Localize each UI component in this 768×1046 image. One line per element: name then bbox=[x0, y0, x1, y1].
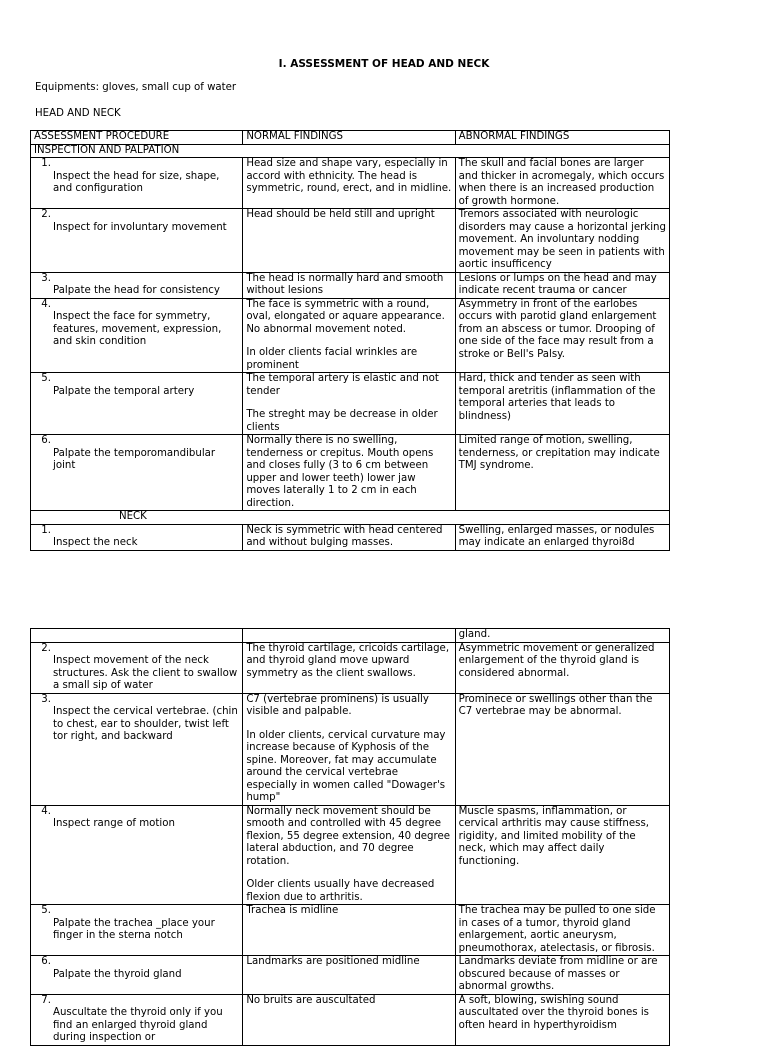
abnormal-cell: Muscle spasms, inflammation, or cervical arthritis may cause stiffness, rigidity, and limited mobility of the neck, which may affect daily functioning. bbox=[455, 805, 669, 905]
table-row bbox=[31, 158, 670, 209]
procedure-text: Palpate the trachea _place your finger in the sterna notch bbox=[53, 917, 215, 941]
normal-cell bbox=[243, 905, 455, 956]
abnormal-cell: Prominece or swellings other than the C7 vertebrae may be abnormal. bbox=[455, 693, 669, 805]
abnormal-cell: Tremors associated with neurologic disorders may cause a horizontal jerking movement. An involuntary nodding movement may be seen in patients with aortic insufficency bbox=[455, 209, 669, 273]
normal-text: No bruits are auscultated bbox=[246, 994, 376, 1006]
step-number: 1. bbox=[41, 524, 51, 536]
procedure-text: Inspect the head for size, shape, and configuration bbox=[53, 170, 220, 194]
procedure-text: Inspect the cervical vertebrae. (chin to chest, ear to shoulder, twist left tor right, and backward bbox=[53, 706, 238, 742]
procedure-text: Inspect movement of the neck structures. Ask the client to swallow a small sip of water bbox=[53, 655, 238, 691]
abnormal-cell: Limited range of motion, swelling, tenderness, or crepitation may indicate TMJ syndrome. bbox=[455, 435, 669, 511]
procedure-text: Auscultate the thyroid only if you find an enlarged thyroid gland during inspection or bbox=[53, 1007, 223, 1043]
procedure-cell bbox=[31, 956, 243, 995]
abnormal-cell: Asymmetric movement or generalized enlargement of the thyroid gland is considered abnormal. bbox=[455, 642, 669, 693]
procedure-cell bbox=[31, 298, 243, 373]
continuation-cell: gland. bbox=[455, 629, 669, 643]
procedure-cell bbox=[31, 158, 243, 209]
normal-cell bbox=[243, 805, 455, 905]
section-label: HEAD AND NECK bbox=[35, 108, 121, 119]
step-number: 2. bbox=[41, 209, 51, 220]
procedure-text: Inspect the face for symmetry, features, movement, expression, and skin condition bbox=[53, 311, 222, 347]
procedure-cell bbox=[31, 524, 243, 550]
procedure-cell bbox=[31, 272, 243, 298]
table-row bbox=[31, 905, 670, 956]
normal-text: Head size and shape vary, especially in accord with ethnicity. The head is symmetric, round, erect, and in midline. bbox=[246, 158, 452, 194]
normal-note: In older clients facial wrinkles are prominent bbox=[246, 347, 418, 371]
normal-cell bbox=[243, 209, 455, 273]
normal-text: The thyroid cartilage, cricoids cartilage, and thyroid gland move upward symmetry as the client swallows. bbox=[246, 642, 450, 679]
neck-rows bbox=[31, 642, 670, 1045]
subsection-label: INSPECTION AND PALPATION bbox=[31, 144, 670, 158]
table-row bbox=[31, 642, 670, 693]
normal-text: Trachea is midline bbox=[246, 905, 339, 916]
step-number: 7. bbox=[41, 994, 51, 1006]
procedure-text: Inspect range of motion bbox=[53, 818, 175, 829]
step-number: 4. bbox=[41, 298, 51, 310]
step-number: 3. bbox=[41, 272, 51, 284]
normal-cell bbox=[243, 693, 455, 805]
table-row bbox=[31, 524, 670, 550]
procedure-cell bbox=[31, 994, 243, 1045]
continuation-empty-2 bbox=[243, 629, 455, 643]
normal-text: Landmarks are positioned midline bbox=[246, 956, 420, 967]
normal-cell bbox=[243, 298, 455, 373]
table-row bbox=[31, 298, 670, 373]
procedure-cell bbox=[31, 435, 243, 511]
step-number: 5. bbox=[41, 373, 51, 384]
continuation-row bbox=[31, 629, 670, 643]
abnormal-cell: A soft, blowing, swishing sound auscultated over the thyroid bones is often heard in hyperthyroidism bbox=[455, 994, 669, 1045]
abnormal-cell: The skull and facial bones are larger and thicker in acromegaly, which occurs when there is an increased production of growth hormone. bbox=[455, 158, 669, 209]
procedure-cell bbox=[31, 905, 243, 956]
procedure-cell bbox=[31, 209, 243, 273]
normal-note: Older clients usually have decreased flexion due to arthritis. bbox=[246, 879, 435, 903]
table-row bbox=[31, 435, 670, 511]
normal-cell bbox=[243, 642, 455, 693]
normal-cell bbox=[243, 956, 455, 995]
step-number: 2. bbox=[41, 642, 51, 654]
assessment-table-neck bbox=[30, 628, 670, 1046]
table-row bbox=[31, 373, 670, 435]
normal-cell bbox=[243, 373, 455, 435]
step-number: 5. bbox=[41, 905, 51, 916]
abnormal-cell: The trachea may be pulled to one side in cases of a tumor, thyroid gland enlargement, aortic aneurysm, pneumothorax, atelectasis, or fibrosis. bbox=[455, 905, 669, 956]
procedure-cell bbox=[31, 642, 243, 693]
normal-text: The temporal artery is elastic and not tender bbox=[246, 373, 439, 397]
step-number: 1. bbox=[41, 158, 51, 169]
table-row bbox=[31, 272, 670, 298]
equipments-line: Equipments: gloves, small cup of water bbox=[35, 82, 237, 93]
normal-note: The streght may be decrease in older clients bbox=[246, 409, 438, 433]
step-number: 6. bbox=[41, 956, 51, 967]
normal-cell: Neck is symmetric with head centered and without bulging masses. bbox=[243, 524, 455, 550]
procedure-cell bbox=[31, 693, 243, 805]
normal-text: Normally there is no swelling, tenderness or crepitus. Mouth opens and closes fully (3 to 6 cm between upper and lower teeth) lower jaw moves laterally 1 to 2 cm in each direction. bbox=[246, 435, 434, 509]
assessment-table-head bbox=[30, 130, 670, 551]
step-number: 3. bbox=[41, 693, 51, 705]
procedure-text: Palpate the head for consistency bbox=[53, 285, 220, 296]
abnormal-cell: Swelling, enlarged masses, or nodules may indicate an enlarged thyroi8d bbox=[455, 524, 669, 550]
normal-text: The head is normally hard and smooth without lesions bbox=[246, 272, 444, 296]
abnormal-cell: Hard, thick and tender as seen with temporal aretritis (inflammation of the temporal arteries that leads to blindness) bbox=[455, 373, 669, 435]
header-normal: NORMAL FINDINGS bbox=[243, 131, 455, 145]
normal-cell bbox=[243, 272, 455, 298]
continuation-empty-1 bbox=[31, 629, 243, 643]
abnormal-cell: Landmarks deviate from midline or are obscured because of masses or abnormal growths. bbox=[455, 956, 669, 995]
procedure-text: Inspect the neck bbox=[53, 537, 138, 548]
table-header-row bbox=[31, 131, 670, 145]
neck-section-row bbox=[31, 511, 670, 525]
subsection-row bbox=[31, 144, 670, 158]
normal-note: In older clients, cervical curvature may increase because of Kyphosis of the spine. Moreover, fat may accumulate around the cervical vertebrae especially in women called "Dowager's hump" bbox=[246, 729, 446, 803]
table-row bbox=[31, 693, 670, 805]
table-row bbox=[31, 209, 670, 273]
neck-label: NECK bbox=[31, 511, 670, 525]
procedure-text: Inspect for involuntary movement bbox=[53, 221, 227, 233]
normal-text: Normally neck movement should be smooth and controlled with 45 degree flexion, 55 degree extension, 40 degree lateral abduction, and 70 degree rotation. bbox=[246, 805, 451, 867]
step-number: 6. bbox=[41, 435, 51, 446]
step-number: 4. bbox=[41, 805, 51, 817]
abnormal-cell: Asymmetry in front of the earlobes occurs with parotid gland enlargement from an abscess or tumor. Drooping of one side of the face may result from a stroke or Bell's Palsy. bbox=[455, 298, 669, 373]
table-row bbox=[31, 994, 670, 1045]
normal-text: C7 (vertebrae prominens) is usually visible and palpable. bbox=[246, 693, 429, 717]
table-row bbox=[31, 956, 670, 995]
procedure-cell bbox=[31, 805, 243, 905]
normal-text: Head should be held still and upright bbox=[246, 209, 435, 220]
procedure-text: Palpate the thyroid gland bbox=[53, 968, 182, 980]
normal-cell bbox=[243, 435, 455, 511]
procedure-text: Palpate the temporal artery bbox=[53, 385, 195, 397]
normal-cell bbox=[243, 994, 455, 1045]
procedure-text: Palpate the temporomandibular joint bbox=[53, 447, 216, 471]
procedure-cell bbox=[31, 373, 243, 435]
normal-cell bbox=[243, 158, 455, 209]
normal-text: The face is symmetric with a round, oval, elongated or aquare appearance. No abnormal movement noted. bbox=[246, 298, 445, 335]
head-rows bbox=[31, 158, 670, 511]
table-row bbox=[31, 805, 670, 905]
header-abnormal: ABNORMAL FINDINGS bbox=[455, 131, 669, 145]
header-procedure: ASSESSMENT PROCEDURE bbox=[31, 131, 243, 145]
abnormal-cell: Lesions or lumps on the head and may indicate recent trauma or cancer bbox=[455, 272, 669, 298]
document-title: I. ASSESSMENT OF HEAD AND NECK bbox=[278, 58, 490, 70]
